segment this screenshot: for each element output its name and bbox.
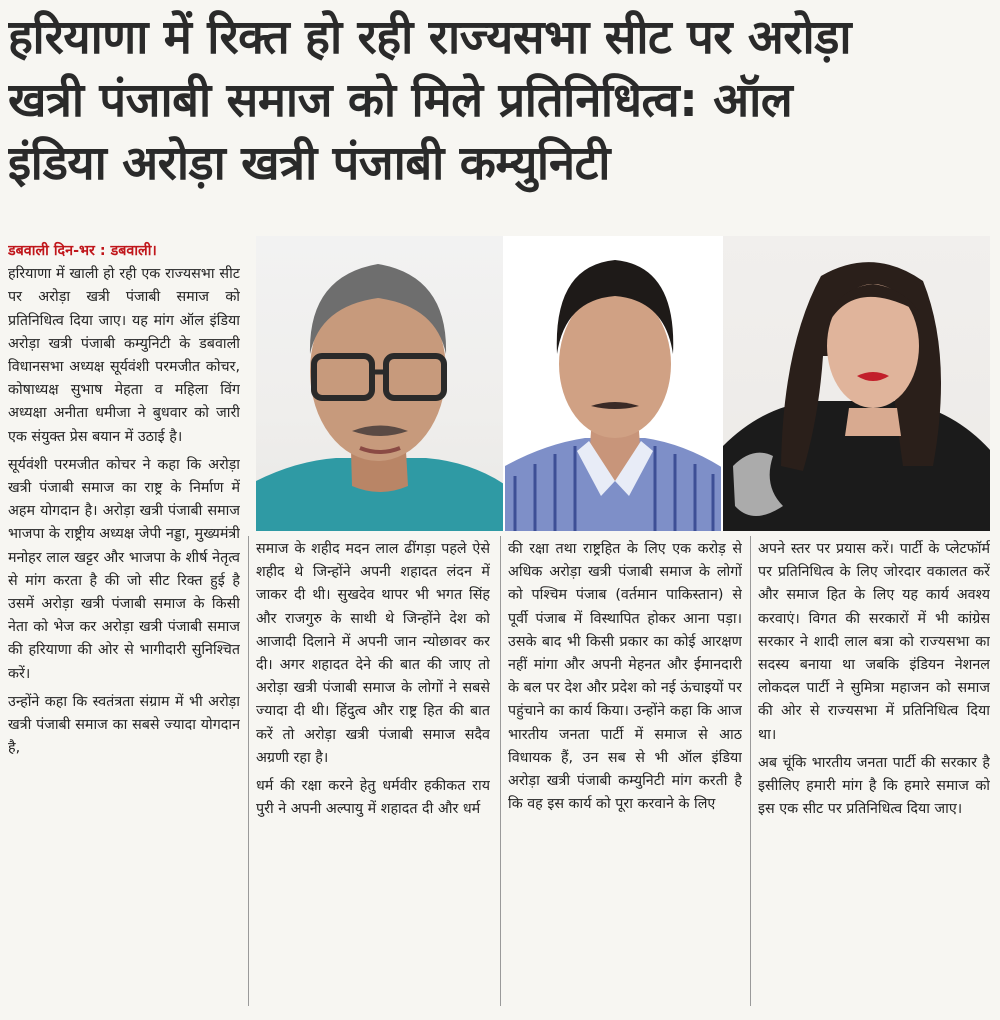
article-paragraph: डबवाली दिन-भर : डबवाली। हरियाणा में खाली हो रही एक राज्यसभा सीट पर अरोड़ा खत्री पंजाबी समाज को प्रतिनिधित्व दिया जाए। यह मांग ऑल इंडिया अरोड़ा खत्री पंजाबी कम्युनिटी के डबवाली विधानसभा अध्यक्ष सूर्यवंशी परमजीत कोचर, कोषाध्यक्ष सुभाष मेहता व महिला विंग अध्यक्षा अनीता धमीजा ने बुधवार को जारी एक संयुक्त प्रेस बयान में उठाई है।	[8, 243, 240, 445]
column-divider	[248, 536, 249, 1006]
column-divider	[750, 536, 751, 1006]
headline-line-2: खत्री पंजाबी समाज को मिले प्रतिनिधित्व: ऑल	[8, 73, 793, 128]
headline-line-1: हरियाणा में रिक्त हो रही राज्यसभा सीट पर अरोड़ा	[8, 10, 852, 65]
dateline: डबवाली दिन-भर : डबवाली।	[8, 243, 157, 259]
portrait-photo-man-striped-shirt	[503, 236, 722, 531]
headline-line-3: इंडिया अरोड़ा खत्री पंजाबी कम्युनिटी	[8, 136, 610, 191]
article-column-2	[256, 538, 490, 1010]
article-paragraph: उन्होंने कहा कि स्वतंत्रता संग्राम में भी अरोड़ा खत्री पंजाबी समाज का सबसे ज्यादा योगदान है,	[8, 693, 240, 757]
article-paragraph: की रक्षा तथा राष्ट्रहित के लिए एक करोड़ से अधिक अरोड़ा खत्री पंजाबी समाज के लोगों को पश्चिम पंजाब (वर्तमान पाकिस्तान) से पूर्वी पंजाब में विस्थापित होकर आना पड़ा। उसके बाद भी किसी प्रकार का कोई आरक्षण नहीं मांगा और अपनी मेहनत और ईमानदारी के बल पर देश और प्रदेश को नई ऊंचाइयों पर पहुंचाने का कार्य किया। उन्होंने कहा कि आज भारतीय जनता पार्टी में समाज से आठ विधायक हैं, उन सब से भी ऑल इंडिया अरोड़ा खत्री पंजाबी कम्युनिटी मांग करती है कि वह इस कार्य को पूरा करवाने के लिए	[508, 541, 742, 813]
column-divider	[500, 536, 501, 1006]
article-paragraph: समाज के शहीद मदन लाल ढींगड़ा पहले ऐसे शहीद थे जिन्होंने अपनी शहादत लंदन में जाकर दी थी। सुखदेव थापर भी भगत सिंह और राजगुरु के साथी थे जिन्होंने देश को आजादी दिलाने में अपनी जान न्योछावर कर दी। अगर शहादत देने की बात की जाए तो अरोड़ा खत्री पंजाबी समाज के लोगों ने सबसे ज्यादा दी थी। हिंदुत्व और राष्ट्र हित की बात करें तो अरोड़ा खत्री पंजाबी समाज सदैव अग्रणी रहा है।	[256, 541, 490, 766]
article-column-4	[758, 538, 990, 1010]
article-paragraph: सूर्यवंशी परमजीत कोचर ने कहा कि अरोड़ा खत्री पंजाबी समाज का राष्ट्र के निर्माण में अहम योगदान है। अरोड़ा खत्री पंजाबी समाज भाजपा के राष्ट्रीय अध्यक्ष जेपी नड्डा, मुख्यमंत्री मनोहर लाल खट्टर और भाजपा के शीर्ष नेतृत्व से मांग करता है की जो सीट रिक्त हुई है उसमें अरोड़ा खत्री पंजाबी समाज के किसी नेता को भेज कर अरोड़ा खत्री पंजाबी समाज की हरियाणा की ओर से भागीदारी सुनिश्चित करें।	[8, 456, 240, 682]
portrait-photo-man-glasses	[256, 236, 503, 531]
article-column-1	[8, 240, 240, 1010]
portrait-photo-woman	[721, 236, 990, 531]
article-paragraph: अपने स्तर पर प्रयास करें। पार्टी के प्लेटफॉर्म पर प्रतिनिधित्व के लिए जोरदार वकालत करें और समाज हित के लिए यह कार्य अवश्य करवाएं। विगत की सरकारों में भी कांग्रेस सरकार ने शादी लाल बत्रा को राज्यसभा का सदस्य बनाया था जबकि इंडियन नेशनल लोकदल पार्टी ने सुमित्रा महाजन को समाज की ओर से राज्यसभा में प्रतिनिधित्व दिया था।	[758, 541, 990, 743]
article-column-3	[508, 538, 742, 1010]
article-paragraph: अब चूंकि भारतीय जनता पार्टी की सरकार है इसीलिए हमारी मांग है कि हमारे समाज को इस एक सीट पर प्रतिनिधित्व दिया जाए।	[758, 754, 990, 818]
article-paragraph: धर्म की रक्षा करने हेतु धर्मवीर हकीकत राय पुरी ने अपनी अल्पायु में शहादत दी और धर्म	[256, 778, 490, 818]
headline	[8, 6, 992, 195]
portrait-illustration	[723, 236, 990, 531]
photo-strip	[256, 236, 990, 531]
portrait-illustration	[505, 236, 722, 531]
portrait-illustration	[256, 236, 503, 531]
